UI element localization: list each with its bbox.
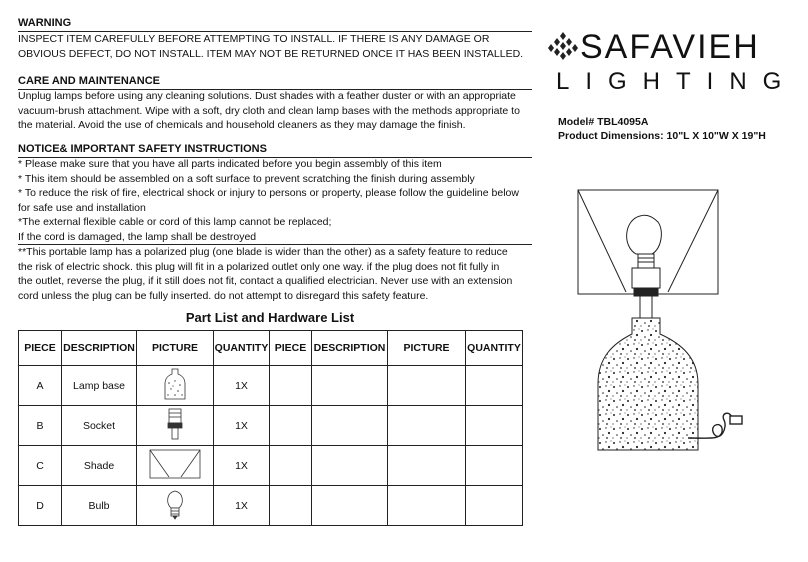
brand-mark-icon xyxy=(548,30,578,64)
lamp-socket xyxy=(632,268,660,318)
quantity-cell: 1X xyxy=(214,446,270,486)
header-quantity: QUANTITY xyxy=(214,331,270,366)
safety-line: * This item should be assembled on a soft surface to prevent scratching the finish during assembly xyxy=(18,172,475,185)
header-picture: PICTURE xyxy=(388,331,466,366)
warning-line: OBVIOUS DEFECT, DO NOT INSTALL. ITEM MAY NOT BE RETURNED ONCE IT HAS BEEN INSTALLED. xyxy=(18,47,524,60)
plug-line: the risk of electric shock. this plug will fit in a polarized outlet only one way. if the plug does not fit fully in xyxy=(18,260,500,273)
picture-cell xyxy=(137,406,214,446)
product-dimensions: Product Dimensions: 10"L X 10"W X 19"H xyxy=(558,130,766,142)
plug-line: cord unless the plug can be fully inserted. do not attempt to disregard this safety feature. xyxy=(18,289,429,302)
model-number: Model# TBL4095A xyxy=(558,116,649,128)
socket-icon xyxy=(165,407,185,441)
table-row xyxy=(19,486,523,526)
care-text xyxy=(18,89,520,133)
quantity-cell: 1X xyxy=(214,366,270,406)
piece-cell: B xyxy=(19,406,62,446)
quantity-cell: 1X xyxy=(214,406,270,446)
plug-line: **This portable lamp has a polarized plug (one blade is wider than the other) as a safety feature to reduce xyxy=(18,246,508,258)
lamp-illustration xyxy=(570,188,770,458)
care-heading: CARE AND MAINTENANCE xyxy=(18,75,160,87)
table-row xyxy=(19,366,523,406)
lamp-bulb xyxy=(627,215,662,268)
safety-heading: NOTICE& IMPORTANT SAFETY INSTRUCTIONS xyxy=(18,143,267,155)
header-description: DESCRIPTION xyxy=(62,331,137,366)
header-piece: PIECE xyxy=(19,331,62,366)
shade-icon xyxy=(149,449,201,479)
header-description: DESCRIPTION xyxy=(312,331,388,366)
piece-cell: C xyxy=(19,446,62,486)
care-line: Unplug lamps before using any cleaning solutions. Dust shades with a feather duster or with an appropriate xyxy=(18,90,516,102)
table-row xyxy=(19,446,523,486)
parts-title: Part List and Hardware List xyxy=(185,310,355,325)
bulb-icon xyxy=(165,488,185,520)
description-cell: Socket xyxy=(62,406,137,446)
warning-line: INSPECT ITEM CAREFULLY BEFORE ATTEMPTING TO INSTALL. IF THERE IS ANY DAMAGE OR xyxy=(18,33,490,45)
description-cell: Shade xyxy=(62,446,137,486)
header-picture: PICTURE xyxy=(137,331,214,366)
description-cell: Lamp base xyxy=(62,366,137,406)
lamp-base-icon xyxy=(163,367,187,401)
plug-line: the outlet, reverse the plug, if it still does not fit, contact a qualified electrician. Never use with an extension xyxy=(18,275,513,288)
warning-heading: WARNING xyxy=(18,17,72,29)
lamp-body xyxy=(598,318,698,450)
picture-cell xyxy=(137,446,214,486)
plug-text xyxy=(18,245,512,303)
warning-text xyxy=(18,32,523,61)
brand-subtitle: LIGHTING xyxy=(556,68,798,95)
picture-cell xyxy=(137,366,214,406)
safety-text xyxy=(18,157,519,245)
safety-line: for safe use and installation xyxy=(18,201,146,214)
safety-line: * To reduce the risk of fire, electrical shock or injury to persons or property, please follow the guideline below xyxy=(18,187,519,200)
safety-line: *The external flexible cable or cord of this lamp cannot be replaced; xyxy=(18,216,332,229)
description-cell: Bulb xyxy=(62,486,137,526)
piece-cell: A xyxy=(19,366,62,406)
parts-table xyxy=(18,330,523,526)
piece-cell: D xyxy=(19,486,62,526)
header-piece: PIECE xyxy=(270,331,312,366)
brand-name: SAFAVIEH xyxy=(580,28,760,66)
parts-header-row xyxy=(19,331,523,366)
quantity-cell: 1X xyxy=(214,486,270,526)
care-line: the material. Avoid the use of chemicals and household cleaners as they may damage the finish. xyxy=(18,119,466,132)
picture-cell xyxy=(137,486,214,526)
table-row xyxy=(19,406,523,446)
safety-line: If the cord is damaged, the lamp shall be destroyed xyxy=(18,230,257,243)
care-line: vacuum-brush attachment. Wipe with a soft, dry cloth and clean lamp bases with the methods appropriate to xyxy=(18,104,520,117)
header-quantity: QUANTITY xyxy=(466,331,523,366)
safety-line: * Please make sure that you have all parts indicated before you begin assembly of this item xyxy=(18,158,442,170)
